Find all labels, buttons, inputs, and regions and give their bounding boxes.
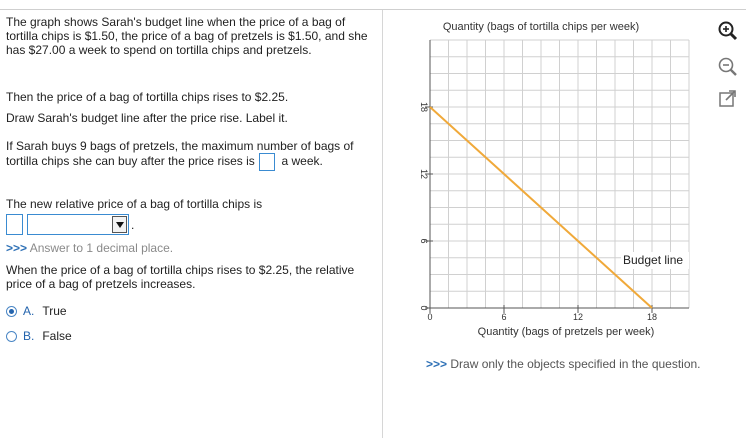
x-tick-label: 0	[427, 312, 433, 322]
note-text: Draw only the objects specified in the question.	[450, 357, 701, 371]
answer-hint	[6, 241, 173, 255]
y-tick-label: 18	[419, 101, 429, 113]
relative-price-dropdown[interactable]	[27, 214, 129, 235]
x-tick-label: 12	[572, 312, 584, 322]
radio-b[interactable]	[6, 331, 17, 342]
ticks	[419, 102, 657, 322]
caret-down-icon	[116, 222, 124, 228]
graph-instruction	[426, 357, 701, 371]
pop-out-icon[interactable]	[717, 88, 739, 110]
relative-price-answer-row	[6, 214, 134, 235]
radio-a[interactable]	[6, 306, 17, 317]
option-a-label: True	[42, 304, 67, 318]
dropdown-button[interactable]	[112, 216, 127, 233]
budget-graph[interactable]	[400, 10, 700, 350]
note-chevrons: >>>	[426, 357, 448, 371]
hint-text: Answer to 1 decimal place.	[29, 241, 174, 255]
question-1-text: If Sarah buys 9 bags of pretzels, the maximum number of bags of tortilla chips she can buy after the price rises is	[6, 139, 354, 169]
y-tick-label: 0	[419, 305, 429, 311]
question-3: When the price of a bag of tortilla chips rises to $2.25, the relative price of a bag of pretzels increases.	[6, 263, 355, 291]
y-axis-label: Quantity (bags of tortilla chips per week)	[442, 21, 640, 33]
option-b[interactable]	[6, 329, 72, 343]
option-a[interactable]	[6, 304, 67, 318]
answer-period: .	[131, 217, 135, 232]
question-line-3: Draw Sarah's budget line after the price rise. Label it.	[6, 111, 288, 125]
x-tick-label: 6	[501, 312, 507, 322]
question-1-after: a	[281, 154, 289, 169]
graph-svg[interactable]	[400, 10, 700, 350]
option-b-label: False	[42, 329, 72, 343]
x-tick-label: 18	[646, 312, 658, 322]
y-tick-label: 12	[419, 168, 429, 180]
question-2: The new relative price of a bag of tortilla chips is	[6, 197, 263, 211]
panel-divider	[382, 10, 383, 438]
zoom-in-icon[interactable]	[717, 20, 739, 42]
zoom-out-icon[interactable]	[717, 56, 739, 78]
budget-line-label: Budget line	[623, 253, 684, 267]
relative-price-integer-input[interactable]	[6, 214, 23, 235]
option-b-letter: B.	[23, 329, 35, 343]
y-tick-label: 6	[419, 238, 429, 244]
question-1	[6, 139, 372, 171]
question-1-end: week.	[291, 154, 323, 169]
tortilla-chips-answer-input[interactable]	[259, 153, 275, 171]
x-axis-label: Quantity (bags of pretzels per week)	[477, 326, 655, 338]
hint-chevrons: >>>	[6, 241, 28, 255]
question-intro: The graph shows Sarah's budget line when the price of a bag of tortilla chips is $1.50, the price of a bag of pretzels is $1.50, and she has $27.00 a week to spend on tortilla chips and pretzels.	[6, 15, 368, 57]
option-a-letter: A.	[23, 304, 35, 318]
question-line-2: Then the price of a bag of tortilla chips rises to $2.25.	[6, 90, 289, 104]
